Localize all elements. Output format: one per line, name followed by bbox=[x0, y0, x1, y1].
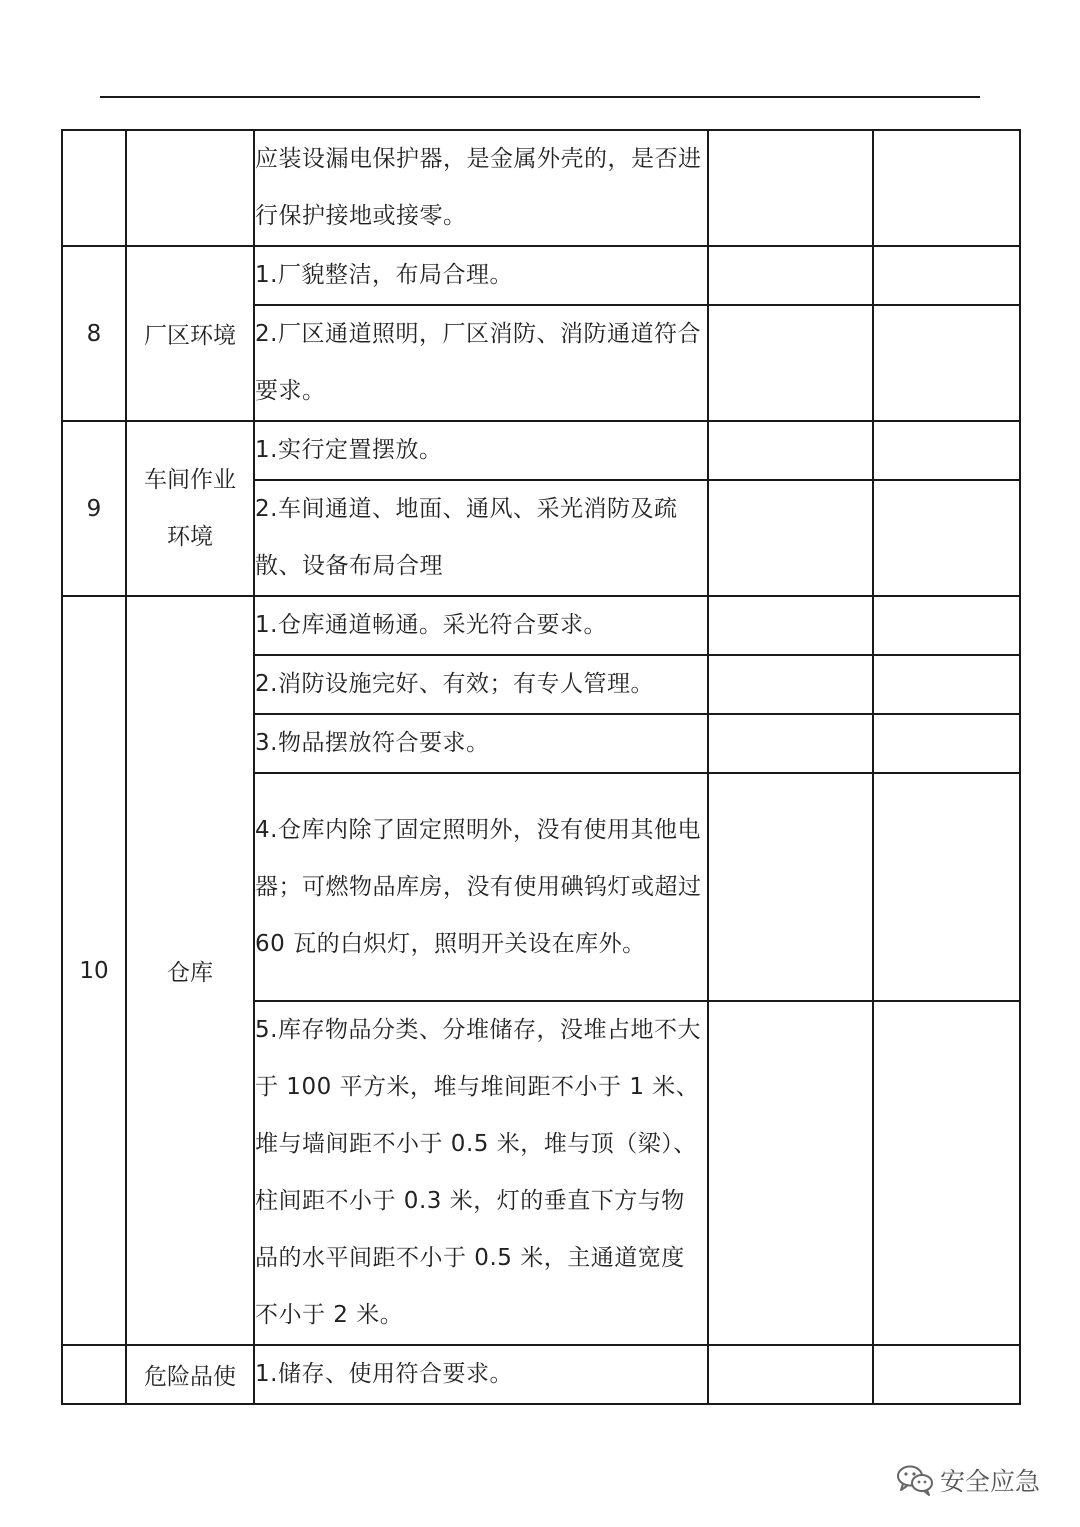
row-number: 10 bbox=[62, 596, 126, 1345]
check-item: 5.库存物品分类、分堆储存，没堆占地不大于 100 平方米，堆与堆间距不小于 1 米、堆与墙间距不小于 0.5 米，堆与顶（梁）、柱间距不小于 0.3 米，灯的垂直下方与物品的水平间距不小于 0.5 米，主通道宽度不小于 2 米。 bbox=[254, 1001, 708, 1345]
header-rule bbox=[100, 96, 980, 98]
remark-cell bbox=[873, 305, 1020, 421]
check-area: 危险品使 bbox=[126, 1345, 254, 1404]
check-item: 2.车间通道、地面、通风、采光消防及疏散、设备布局合理 bbox=[254, 480, 708, 596]
remark-cell bbox=[873, 596, 1020, 655]
watermark-text: 安全应急 bbox=[940, 1467, 1041, 1496]
row-number: 8 bbox=[62, 246, 126, 421]
wechat-icon bbox=[896, 1464, 934, 1496]
result-cell bbox=[708, 305, 873, 421]
result-cell bbox=[708, 130, 873, 246]
remark-cell bbox=[873, 773, 1020, 1001]
row-number: 9 bbox=[62, 421, 126, 596]
result-cell bbox=[708, 714, 873, 773]
table-row bbox=[62, 421, 1020, 480]
remark-cell bbox=[873, 246, 1020, 305]
check-item: 应装设漏电保护器，是金属外壳的，是否进行保护接地或接零。 bbox=[254, 130, 708, 246]
remark-cell bbox=[873, 655, 1020, 714]
check-item: 1.实行定置摆放。 bbox=[254, 421, 708, 480]
watermark bbox=[896, 1460, 1040, 1500]
check-area: 厂区环境 bbox=[126, 246, 254, 421]
checklist-table bbox=[61, 129, 1021, 1405]
check-area-line: 环境 bbox=[167, 523, 213, 550]
check-area-line: 车间作业 bbox=[144, 466, 236, 493]
check-area bbox=[126, 130, 254, 246]
result-cell bbox=[708, 1345, 873, 1404]
check-item: 2.厂区通道照明，厂区消防、消防通道符合要求。 bbox=[254, 305, 708, 421]
remark-cell bbox=[873, 421, 1020, 480]
remark-cell bbox=[873, 1001, 1020, 1345]
remark-cell bbox=[873, 714, 1020, 773]
result-cell bbox=[708, 773, 873, 1001]
remark-cell bbox=[873, 1345, 1020, 1404]
row-number bbox=[62, 1345, 126, 1404]
result-cell bbox=[708, 246, 873, 305]
check-item: 1.厂貌整洁，布局合理。 bbox=[254, 246, 708, 305]
row-number bbox=[62, 130, 126, 246]
result-cell bbox=[708, 421, 873, 480]
result-cell bbox=[708, 596, 873, 655]
check-item: 1.仓库通道畅通。采光符合要求。 bbox=[254, 596, 708, 655]
check-item: 4.仓库内除了固定照明外，没有使用其他电器；可燃物品库房，没有使用碘钨灯或超过 60 瓦的白炽灯，照明开关设在库外。 bbox=[254, 773, 708, 1001]
result-cell bbox=[708, 1001, 873, 1345]
check-item: 3.物品摆放符合要求。 bbox=[254, 714, 708, 773]
result-cell bbox=[708, 655, 873, 714]
table-row bbox=[62, 596, 1020, 655]
table-row bbox=[62, 130, 1020, 246]
check-area: 仓库 bbox=[126, 596, 254, 1345]
result-cell bbox=[708, 480, 873, 596]
remark-cell bbox=[873, 130, 1020, 246]
table-row bbox=[62, 1345, 1020, 1404]
check-item: 2.消防设施完好、有效；有专人管理。 bbox=[254, 655, 708, 714]
check-area bbox=[126, 421, 254, 596]
remark-cell bbox=[873, 480, 1020, 596]
check-item: 1.储存、使用符合要求。 bbox=[254, 1345, 708, 1404]
table-row bbox=[62, 246, 1020, 305]
